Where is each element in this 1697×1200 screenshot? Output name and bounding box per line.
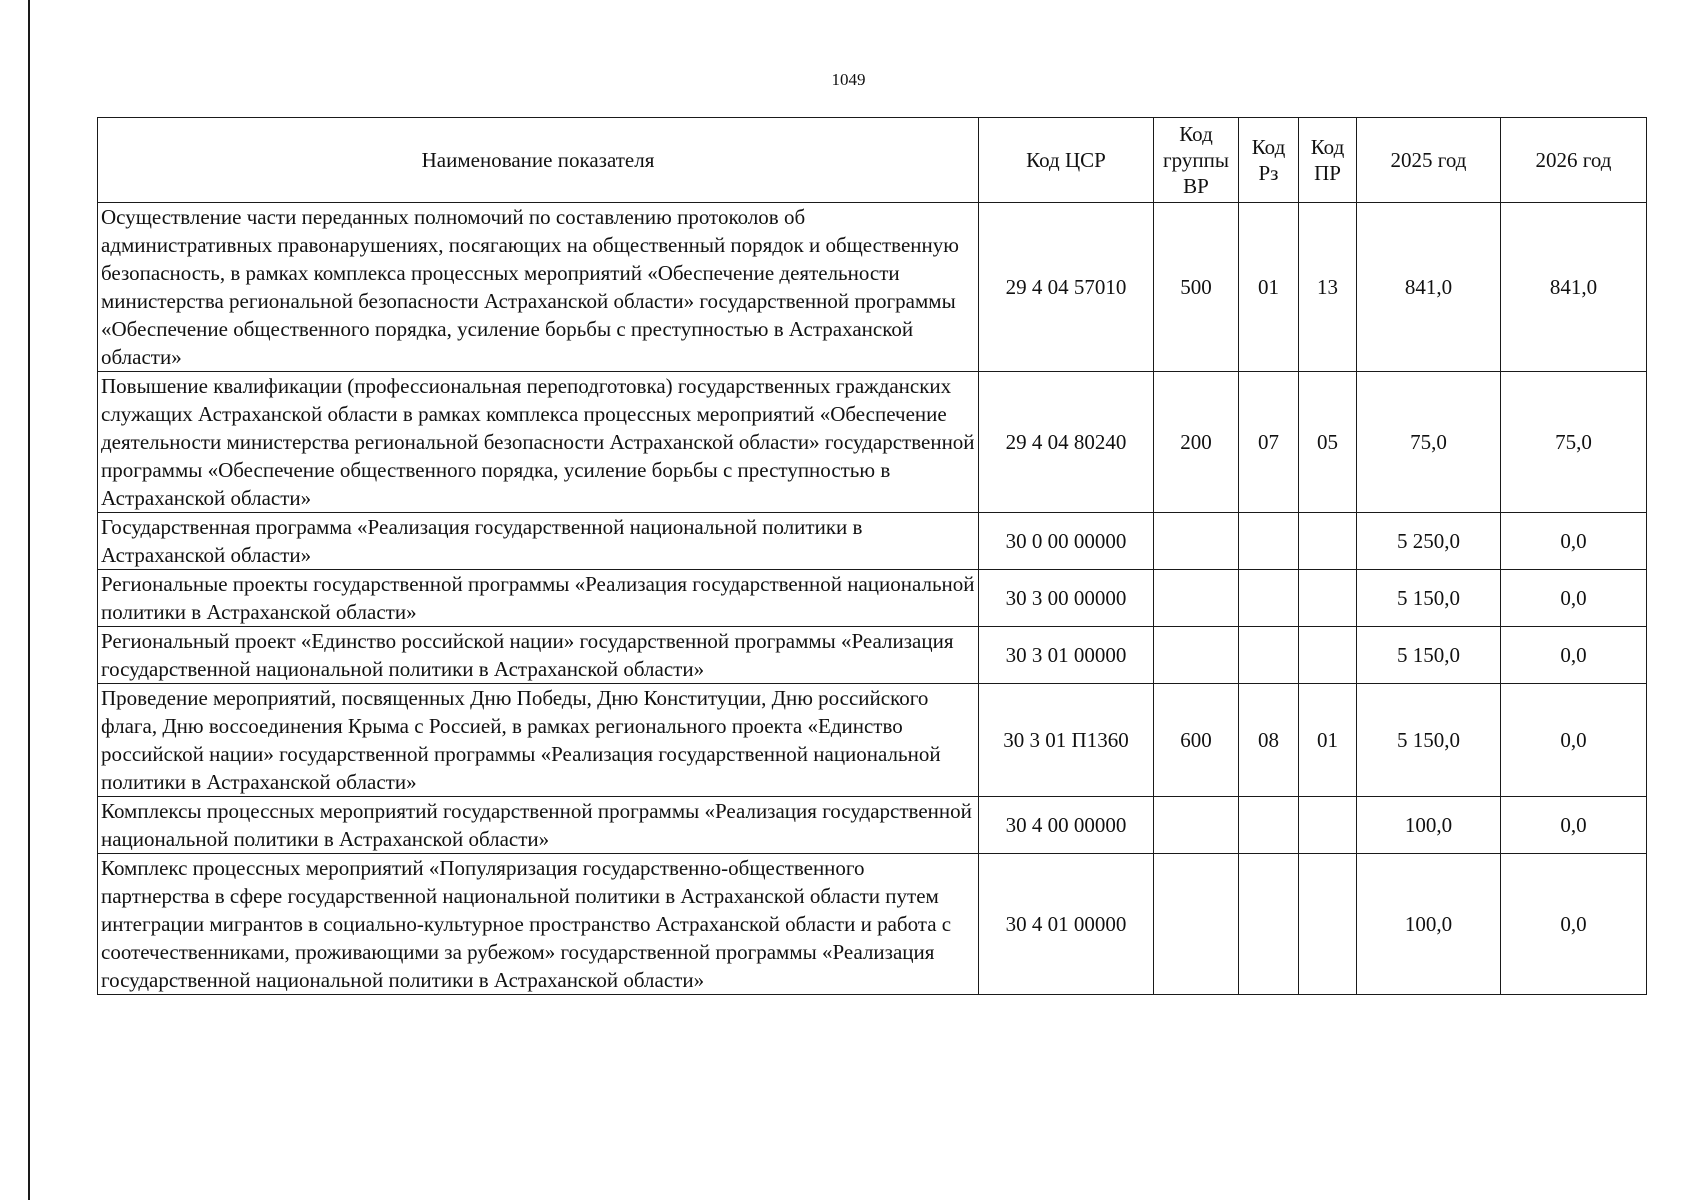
cell-csr-code: 30 3 01 00000	[979, 627, 1154, 684]
budget-table	[97, 117, 1647, 995]
cell-rz-code	[1239, 854, 1299, 995]
page-number: 1049	[831, 70, 866, 89]
cell-amount-2025: 5 150,0	[1357, 570, 1501, 627]
cell-pr-code	[1299, 627, 1357, 684]
cell-amount-2026: 0,0	[1501, 797, 1647, 854]
cell-amount-2026: 841,0	[1501, 203, 1647, 372]
table-row	[98, 372, 1647, 513]
cell-pr-code	[1299, 854, 1357, 995]
table-row	[98, 570, 1647, 627]
cell-pr-code: 01	[1299, 684, 1357, 797]
cell-vr-group-code	[1154, 797, 1239, 854]
cell-vr-group-code	[1154, 627, 1239, 684]
cell-csr-code: 30 0 00 00000	[979, 513, 1154, 570]
cell-indicator-name: Комплекс процессных мероприятий «Популяризация государственно-общественного партнерства в сфере государственной национальной политики в Астраханской области путем интеграции мигрантов в социально-культурное пространство Астраханской области и работа с соотечественниками, проживающими за рубежом» государственной программы «Реализация государственной национальной политики в Астраханской области»	[98, 854, 979, 995]
cell-vr-group-code	[1154, 854, 1239, 995]
cell-rz-code	[1239, 570, 1299, 627]
cell-amount-2025: 5 250,0	[1357, 513, 1501, 570]
cell-pr-code	[1299, 570, 1357, 627]
cell-rz-code	[1239, 513, 1299, 570]
cell-amount-2026: 0,0	[1501, 570, 1647, 627]
cell-vr-group-code	[1154, 570, 1239, 627]
cell-vr-group-code: 500	[1154, 203, 1239, 372]
cell-indicator-name: Государственная программа «Реализация государственной национальной политики в Астраханской области»	[98, 513, 979, 570]
cell-amount-2025: 841,0	[1357, 203, 1501, 372]
table-row	[98, 684, 1647, 797]
table-header-row	[98, 118, 1647, 203]
cell-indicator-name: Региональный проект «Единство российской нации» государственной программы «Реализация государственной национальной политики в Астраханской области»	[98, 627, 979, 684]
cell-vr-group-code: 600	[1154, 684, 1239, 797]
cell-amount-2026: 0,0	[1501, 513, 1647, 570]
cell-rz-code: 08	[1239, 684, 1299, 797]
cell-csr-code: 30 3 00 00000	[979, 570, 1154, 627]
table-body	[98, 203, 1647, 995]
cell-amount-2025: 5 150,0	[1357, 627, 1501, 684]
cell-pr-code: 05	[1299, 372, 1357, 513]
cell-indicator-name: Региональные проекты государственной программы «Реализация государственной национальной политики в Астраханской области»	[98, 570, 979, 627]
table-row	[98, 797, 1647, 854]
cell-pr-code	[1299, 513, 1357, 570]
table-row	[98, 627, 1647, 684]
cell-indicator-name: Повышение квалификации (профессиональная переподготовка) государственных гражданских служащих Астраханской области в рамках комплекса процессных мероприятий «Обеспечение деятельности министерства региональной безопасности Астраханской области» государственной программы «Обеспечение общественного порядка, усиление борьбы с преступностью в Астраханской области»	[98, 372, 979, 513]
cell-csr-code: 30 4 00 00000	[979, 797, 1154, 854]
cell-amount-2025: 100,0	[1357, 797, 1501, 854]
header-pr-code: Код ПР	[1299, 118, 1357, 203]
cell-amount-2025: 5 150,0	[1357, 684, 1501, 797]
table-row	[98, 203, 1647, 372]
cell-amount-2025: 100,0	[1357, 854, 1501, 995]
cell-indicator-name: Комплексы процессных мероприятий государственной программы «Реализация государственной национальной политики в Астраханской области»	[98, 797, 979, 854]
cell-amount-2026: 0,0	[1501, 854, 1647, 995]
cell-amount-2026: 0,0	[1501, 684, 1647, 797]
cell-amount-2026: 0,0	[1501, 627, 1647, 684]
table-row	[98, 854, 1647, 995]
cell-amount-2025: 75,0	[1357, 372, 1501, 513]
header-year-2025: 2025 год	[1357, 118, 1501, 203]
cell-csr-code: 30 3 01 П1360	[979, 684, 1154, 797]
header-rz-code: Код Рз	[1239, 118, 1299, 203]
cell-pr-code: 13	[1299, 203, 1357, 372]
header-indicator-name: Наименование показателя	[98, 118, 979, 203]
cell-vr-group-code	[1154, 513, 1239, 570]
table-row	[98, 513, 1647, 570]
binding-margin-line	[28, 0, 30, 1200]
header-vr-group-code: Код группы ВР	[1154, 118, 1239, 203]
cell-pr-code	[1299, 797, 1357, 854]
cell-rz-code: 01	[1239, 203, 1299, 372]
header-csr-code: Код ЦСР	[979, 118, 1154, 203]
cell-amount-2026: 75,0	[1501, 372, 1647, 513]
cell-vr-group-code: 200	[1154, 372, 1239, 513]
cell-csr-code: 29 4 04 57010	[979, 203, 1154, 372]
cell-rz-code	[1239, 627, 1299, 684]
cell-rz-code: 07	[1239, 372, 1299, 513]
cell-indicator-name: Проведение мероприятий, посвященных Дню Победы, Дню Конституции, Дню российского флага, Дню воссоединения Крыма с Россией, в рамках регионального проекта «Единство российской нации» государственной программы «Реализация государственной национальной политики в Астраханской области»	[98, 684, 979, 797]
cell-csr-code: 30 4 01 00000	[979, 854, 1154, 995]
cell-rz-code	[1239, 797, 1299, 854]
cell-csr-code: 29 4 04 80240	[979, 372, 1154, 513]
header-year-2026: 2026 год	[1501, 118, 1647, 203]
cell-indicator-name: Осуществление части переданных полномочий по составлению протоколов об административных правонарушениях, посягающих на общественный порядок и общественную безопасность, в рамках комплекса процессных мероприятий «Обеспечение деятельности министерства региональной безопасности Астраханской области» государственной программы «Обеспечение общественного порядка, усиление борьбы с преступностью в Астраханской области»	[98, 203, 979, 372]
